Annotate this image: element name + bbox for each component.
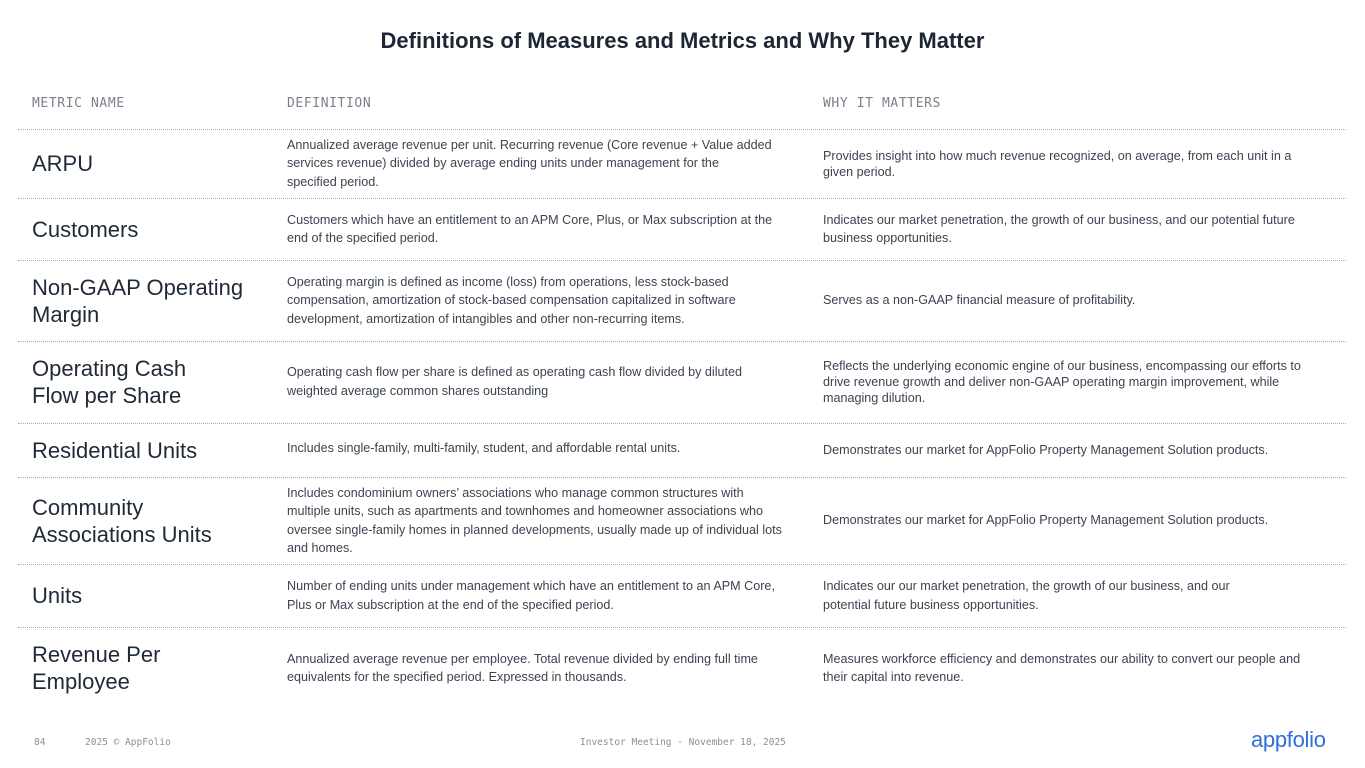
appfolio-logo: appfolio (1251, 727, 1326, 752)
metric-definition: Number of ending units under management which have an entitlement to an APM Core, Plus or Max subscription at the end of the specified period. (287, 579, 775, 612)
metric-why: Demonstrates our market for AppFolio Property Management Solution products. (823, 513, 1269, 528)
table-row (18, 129, 1346, 198)
table-row (18, 423, 1346, 477)
metric-name: Operating Cash Flow per Share (32, 356, 187, 408)
metric-why: Provides insight into how much revenue recognized, on average, from each unit in a given period. (823, 148, 1292, 179)
metric-why: Indicates our our market penetration, the growth of our business, and our potential future business opportunities. (823, 579, 1230, 612)
header-why-it-matters: WHY IT MATTERS (823, 96, 941, 111)
table-row (18, 341, 1346, 423)
table-row (18, 260, 1346, 341)
metric-name: Non-GAAP Operating Margin (32, 274, 244, 327)
copyright: 2025 © AppFolio (85, 737, 171, 748)
metric-why: Reflects the underlying economic engine of our business, encompassing our efforts to drive revenue growth and deliver non-GAAP operating margin improvement, while managing dilution. (823, 359, 1301, 405)
event-label: Investor Meeting - November 18, 2025 (580, 737, 786, 748)
metric-definition: Includes condominium owners’ associations who manage common structures with multiple units, such as apartments and townhomes and homeowner associations who oversee single-family homes in planned developments, usually made up of individual lots and homes. (287, 485, 782, 555)
table-row (18, 627, 1346, 709)
metric-definition: Annualized average revenue per unit. Recurring revenue (Core revenue + Value added services revenue) divided by average ending units under management for the specified period. (287, 137, 772, 189)
metric-name: Revenue Per Employee (32, 642, 161, 694)
metric-definition: Operating margin is defined as income (loss) from operations, less stock-based compensation, amortization of stock-based compensation capitalized in software development, amortization of intangibles and other non-recurring items. (287, 274, 736, 326)
metric-name: Community Associations Units (32, 494, 212, 547)
metric-definition: Includes single-family, multi-family, student, and affordable rental units. (287, 441, 681, 455)
metric-definition: Customers which have an entitlement to an APM Core, Plus, or Max subscription at the end of the specified period. (287, 212, 773, 245)
metric-name: Customers (32, 216, 139, 242)
header-metric-name: METRIC NAME (32, 96, 125, 111)
metric-why: Measures workforce efficiency and demonstrates our ability to convert our people and their capital into revenue. (823, 651, 1301, 684)
metric-name: ARPU (32, 151, 94, 176)
metric-why: Indicates our market penetration, the growth of our business, and our potential future business opportunities. (823, 212, 1295, 245)
table-row (18, 198, 1346, 260)
metric-name: Units (32, 583, 83, 608)
header-definition: DEFINITION (287, 96, 372, 111)
table-row (18, 477, 1346, 564)
metric-name: Residential Units (32, 437, 198, 463)
metric-definition: Operating cash flow per share is defined as operating cash flow divided by diluted weighted average common shares outstanding (287, 365, 743, 398)
metric-why: Serves as a non-GAAP financial measure of profitability. (823, 293, 1136, 308)
metric-definition: Annualized average revenue per employee. Total revenue divided by ending full time equivalents for the specified period. Expressed in thousands. (287, 651, 758, 684)
table-row (18, 564, 1346, 627)
page-number: 84 (34, 737, 46, 748)
page-title: Definitions of Measures and Metrics and Why They Matter (380, 28, 985, 53)
metric-why: Demonstrates our market for AppFolio Property Management Solution products. (823, 442, 1269, 457)
